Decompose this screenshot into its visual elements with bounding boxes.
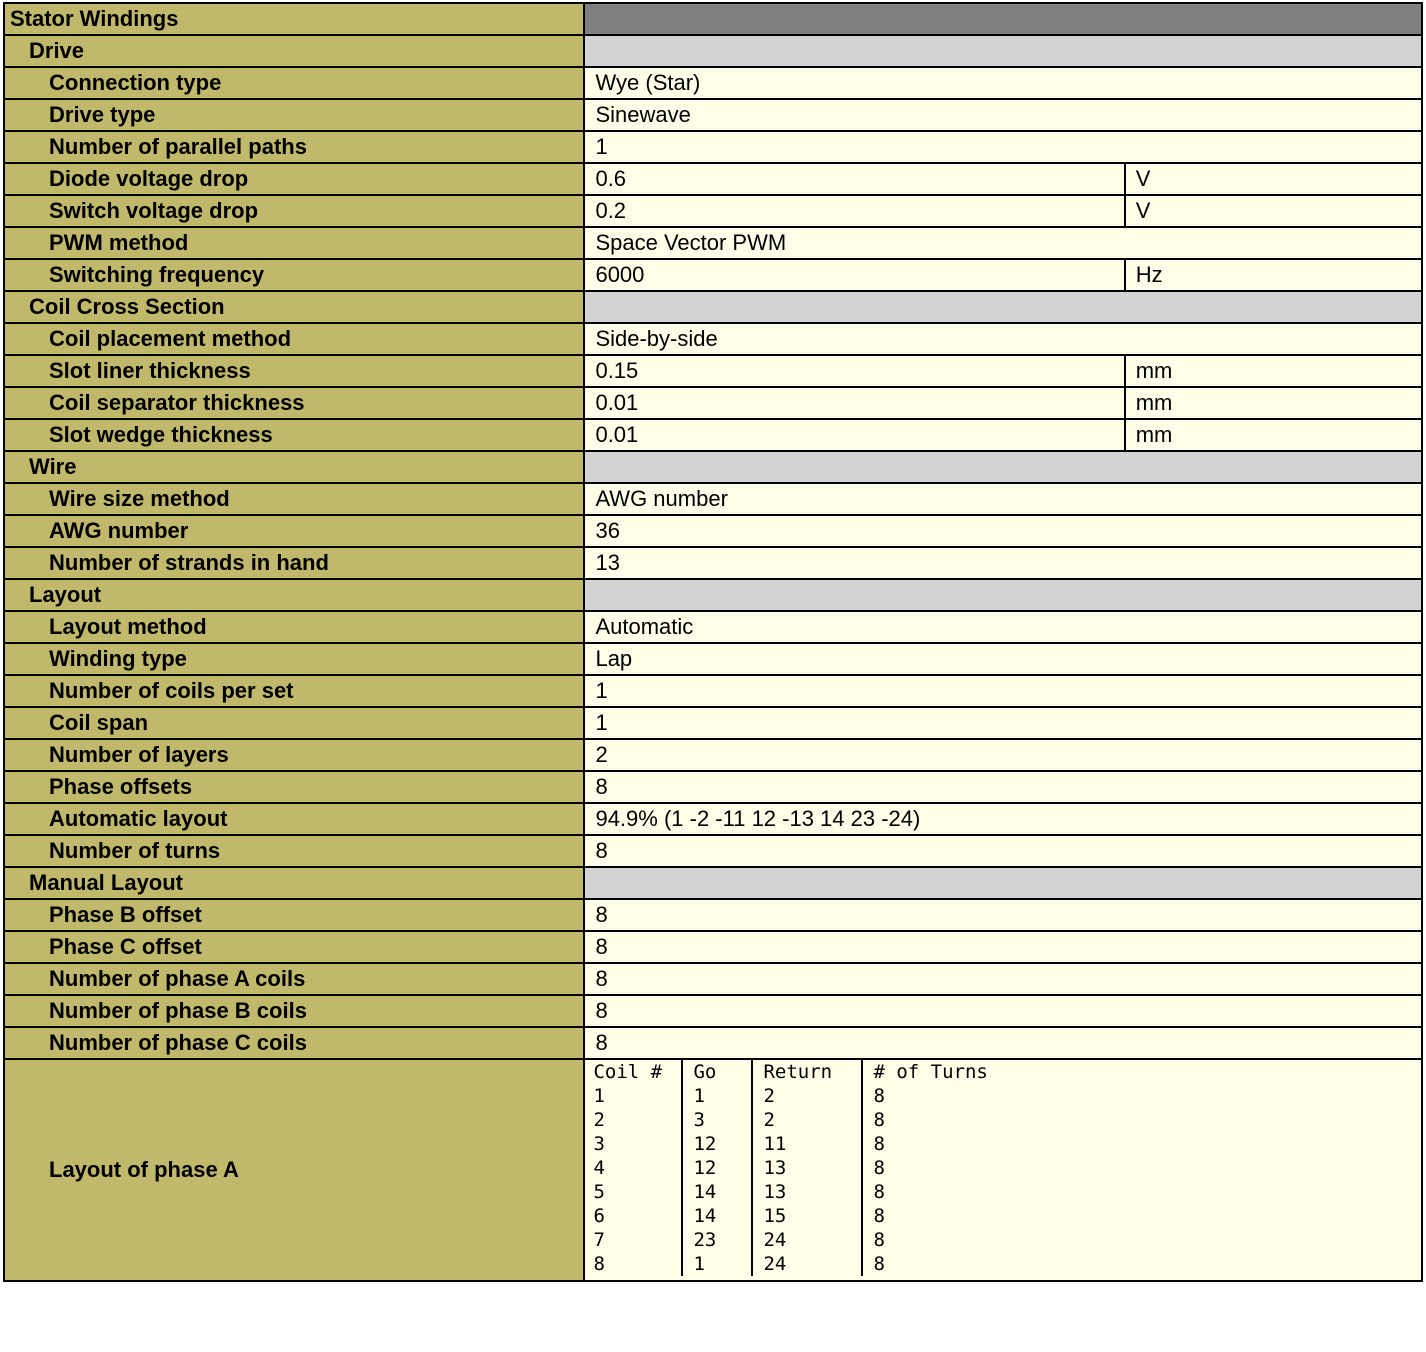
column-header: # of Turns (873, 1061, 988, 1083)
coil-number-cell[interactable]: 4 (593, 1156, 682, 1180)
property-row[interactable] (4, 675, 1422, 707)
title-header-fill (584, 3, 1422, 35)
phase-c-coils-value[interactable]: 8 (584, 1027, 1422, 1059)
property-label: Wire size method (4, 483, 584, 515)
switch-drop-value[interactable]: 0.2 (584, 195, 1124, 227)
unit-label: mm (1125, 419, 1422, 451)
table-row[interactable] (593, 1084, 1031, 1108)
slot-wedge-value[interactable]: 0.01 (584, 419, 1124, 451)
automatic-layout-value[interactable]: 94.9% (1 -2 -11 12 -13 14 23 -24) (584, 803, 1422, 835)
phase-a-coils-value[interactable]: 8 (584, 963, 1422, 995)
table-row[interactable] (593, 1204, 1031, 1228)
title-row (4, 3, 1422, 35)
property-row[interactable] (4, 163, 1422, 195)
property-label: Number of coils per set (4, 675, 584, 707)
column-header: Coil # (593, 1060, 682, 1084)
section-fill-layout (584, 579, 1422, 611)
section-fill-drive (584, 35, 1422, 67)
property-row[interactable] (4, 643, 1422, 675)
turns-cell[interactable]: 8 (873, 1157, 885, 1179)
coil-number-cell[interactable]: 2 (593, 1108, 682, 1132)
property-label: Slot liner thickness (4, 355, 584, 387)
return-slot-cell[interactable]: 2 (752, 1084, 862, 1108)
property-row[interactable] (4, 227, 1422, 259)
property-row[interactable] (4, 899, 1422, 931)
go-slot-cell[interactable]: 3 (682, 1108, 752, 1132)
section-row-layout[interactable] (4, 579, 1422, 611)
unit-label: V (1125, 163, 1422, 195)
property-row[interactable] (4, 739, 1422, 771)
section-label-drive[interactable]: Drive (4, 35, 584, 67)
property-label: Number of phase B coils (4, 995, 584, 1027)
return-slot-cell[interactable]: 13 (752, 1180, 862, 1204)
table-row[interactable] (593, 1156, 1031, 1180)
property-label: Number of phase A coils (4, 963, 584, 995)
property-label: Switching frequency (4, 259, 584, 291)
coil-number-cell[interactable]: 3 (593, 1132, 682, 1156)
layout-method-value[interactable]: Automatic (584, 611, 1422, 643)
property-label: Number of parallel paths (4, 131, 584, 163)
table-row[interactable] (593, 1132, 1031, 1156)
stator-windings-table (3, 2, 1423, 1282)
unit-label: Hz (1125, 259, 1422, 291)
switching-frequency-value[interactable]: 6000 (584, 259, 1124, 291)
property-row[interactable] (4, 963, 1422, 995)
unit-label: V (1125, 195, 1422, 227)
property-row[interactable] (4, 67, 1422, 99)
coil-number-cell[interactable]: 8 (593, 1252, 682, 1276)
section-row-wire[interactable] (4, 451, 1422, 483)
wire-size-method-value[interactable]: AWG number (584, 483, 1422, 515)
property-row[interactable] (4, 771, 1422, 803)
turns-cell[interactable]: 8 (873, 1229, 885, 1251)
section-label-layout[interactable]: Layout (4, 579, 584, 611)
property-row[interactable] (4, 259, 1422, 291)
property-row[interactable] (4, 803, 1422, 835)
table-row[interactable] (593, 1108, 1031, 1132)
turns-cell[interactable]: 8 (873, 1133, 885, 1155)
property-label: Connection type (4, 67, 584, 99)
phase-a-layout-grid[interactable] (593, 1060, 1031, 1276)
property-row[interactable] (4, 995, 1422, 1027)
property-label: Slot wedge thickness (4, 419, 584, 451)
property-row[interactable] (4, 99, 1422, 131)
section-row-manual-layout[interactable] (4, 867, 1422, 899)
turns-cell[interactable]: 8 (873, 1109, 885, 1131)
slot-liner-value[interactable]: 0.15 (584, 355, 1124, 387)
property-row[interactable] (4, 387, 1422, 419)
pwm-method-value[interactable]: Space Vector PWM (584, 227, 1422, 259)
phase-b-offset-value[interactable]: 8 (584, 899, 1422, 931)
layout-grid-header (593, 1060, 1031, 1084)
property-row[interactable] (4, 131, 1422, 163)
go-slot-cell[interactable]: 1 (682, 1252, 752, 1276)
go-slot-cell[interactable]: 23 (682, 1228, 752, 1252)
property-label: Coil span (4, 707, 584, 739)
table-row[interactable] (593, 1180, 1031, 1204)
strands-in-hand-value[interactable]: 13 (584, 547, 1422, 579)
coil-number-cell[interactable]: 1 (593, 1084, 682, 1108)
property-label: Coil placement method (4, 323, 584, 355)
coil-separator-value[interactable]: 0.01 (584, 387, 1124, 419)
property-label: Switch voltage drop (4, 195, 584, 227)
go-slot-cell[interactable]: 14 (682, 1204, 752, 1228)
column-header: Go (682, 1060, 752, 1084)
property-row[interactable] (4, 419, 1422, 451)
property-row[interactable] (4, 611, 1422, 643)
property-row[interactable] (4, 355, 1422, 387)
go-slot-cell[interactable]: 14 (682, 1180, 752, 1204)
drive-type-value[interactable]: Sinewave (584, 99, 1422, 131)
number-of-turns-value[interactable]: 8 (584, 835, 1422, 867)
coil-number-cell[interactable]: 7 (593, 1228, 682, 1252)
coil-span-value[interactable]: 1 (584, 707, 1422, 739)
coil-number-cell[interactable]: 5 (593, 1180, 682, 1204)
coils-per-set-value[interactable]: 1 (584, 675, 1422, 707)
section-row-coil-cross-section[interactable] (4, 291, 1422, 323)
property-label: AWG number (4, 515, 584, 547)
coil-number-cell[interactable]: 6 (593, 1204, 682, 1228)
property-label: Phase offsets (4, 771, 584, 803)
awg-number-value[interactable]: 36 (584, 515, 1422, 547)
turns-cell[interactable]: 8 (873, 1085, 885, 1107)
property-row[interactable] (4, 515, 1422, 547)
go-slot-cell[interactable]: 12 (682, 1156, 752, 1180)
property-row[interactable] (4, 483, 1422, 515)
section-row-drive[interactable] (4, 35, 1422, 67)
go-slot-cell[interactable]: 12 (682, 1132, 752, 1156)
phase-a-layout-grid-cell[interactable] (584, 1059, 1422, 1281)
return-slot-cell[interactable]: 24 (752, 1252, 862, 1276)
column-header: Return (752, 1060, 862, 1084)
property-label: Coil separator thickness (4, 387, 584, 419)
return-slot-cell[interactable]: 13 (752, 1156, 862, 1180)
return-slot-cell[interactable]: 24 (752, 1228, 862, 1252)
turns-cell[interactable]: 8 (873, 1205, 885, 1227)
property-label: Diode voltage drop (4, 163, 584, 195)
section-label-coil-cross-section[interactable]: Coil Cross Section (4, 291, 584, 323)
property-label: Number of strands in hand (4, 547, 584, 579)
section-label-wire[interactable]: Wire (4, 451, 584, 483)
go-slot-cell[interactable]: 1 (682, 1084, 752, 1108)
coil-placement-value[interactable]: Side-by-side (584, 323, 1422, 355)
return-slot-cell[interactable]: 2 (752, 1108, 862, 1132)
property-label: Number of layers (4, 739, 584, 771)
phase-c-offset-value[interactable]: 8 (584, 931, 1422, 963)
turns-cell[interactable]: 8 (873, 1181, 885, 1203)
parallel-paths-value[interactable]: 1 (584, 131, 1422, 163)
connection-type-value[interactable]: Wye (Star) (584, 67, 1422, 99)
section-fill-wire (584, 451, 1422, 483)
property-label: Drive type (4, 99, 584, 131)
unit-label: mm (1125, 355, 1422, 387)
property-label: Phase B offset (4, 899, 584, 931)
page-title: Stator Windings (4, 3, 584, 35)
layers-value[interactable]: 2 (584, 739, 1422, 771)
property-label: Layout method (4, 611, 584, 643)
phase-a-layout-row[interactable] (4, 1059, 1422, 1281)
property-label: Layout of phase A (4, 1059, 584, 1281)
property-row[interactable] (4, 931, 1422, 963)
unit-label: mm (1125, 387, 1422, 419)
property-label: PWM method (4, 227, 584, 259)
property-row[interactable] (4, 195, 1422, 227)
property-row[interactable] (4, 547, 1422, 579)
table-row[interactable] (593, 1228, 1031, 1252)
property-row[interactable] (4, 1027, 1422, 1059)
section-fill-coil-cross-section (584, 291, 1422, 323)
property-label: Number of phase C coils (4, 1027, 584, 1059)
property-label: Phase C offset (4, 931, 584, 963)
diode-drop-value[interactable]: 0.6 (584, 163, 1124, 195)
return-slot-cell[interactable]: 15 (752, 1204, 862, 1228)
property-row[interactable] (4, 835, 1422, 867)
property-row[interactable] (4, 707, 1422, 739)
table-row[interactable] (593, 1252, 1031, 1276)
property-label: Number of turns (4, 835, 584, 867)
property-row[interactable] (4, 323, 1422, 355)
winding-type-value[interactable]: Lap (584, 643, 1422, 675)
phase-offsets-value[interactable]: 8 (584, 771, 1422, 803)
property-label: Winding type (4, 643, 584, 675)
return-slot-cell[interactable]: 11 (752, 1132, 862, 1156)
phase-b-coils-value[interactable]: 8 (584, 995, 1422, 1027)
property-label: Automatic layout (4, 803, 584, 835)
section-label-manual-layout[interactable]: Manual Layout (4, 867, 584, 899)
turns-cell[interactable]: 8 (873, 1253, 885, 1275)
section-fill-manual-layout (584, 867, 1422, 899)
